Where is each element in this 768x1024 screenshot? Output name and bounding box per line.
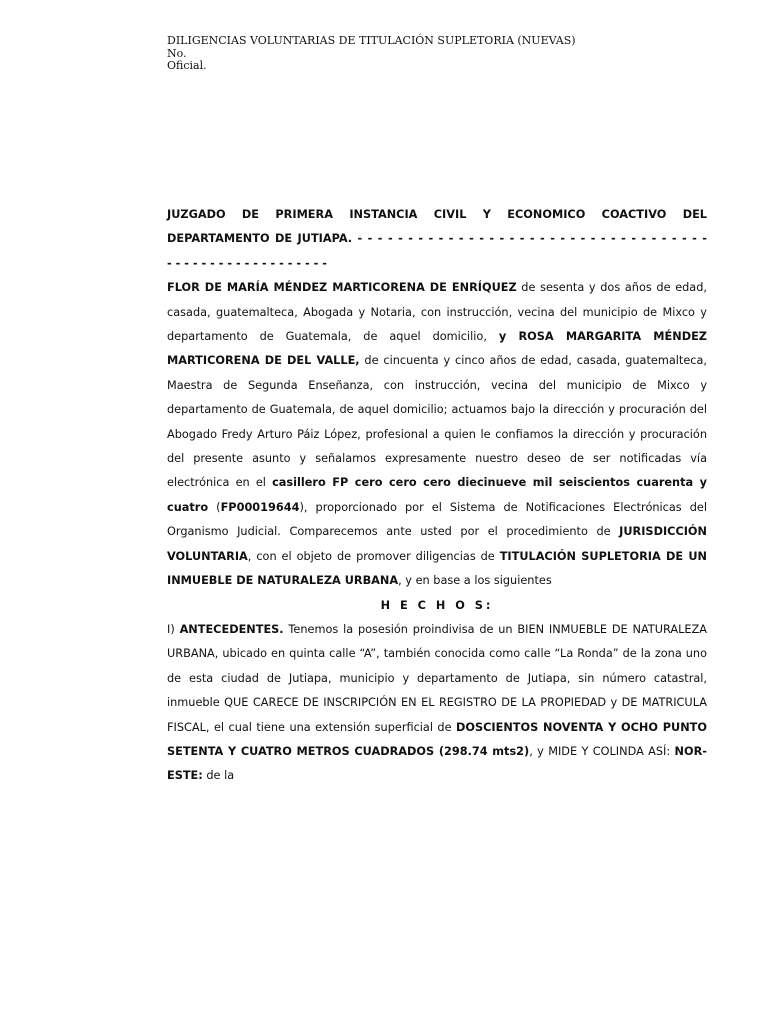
intro-text-1: de sesenta y dos años de edad, casada, guatemalteca, Abogada y Notaria, con instrucción, vecina del municipio de Mixco y departamento de Guatemala, de aquel domicilio, (167, 281, 707, 344)
nor-este-label: NOR-ESTE: (167, 744, 707, 783)
header-oficial: Oficial. (167, 59, 207, 72)
court-dashes-1: - - - - - - - - - - - - - - - - - - - - - - - - - - - - - - - - - - - (357, 232, 707, 246)
header-title: DILIGENCIAS VOLUNTARIAS DE TITULACIÓN SUPLETORIA (NUEVAS) (167, 34, 576, 47)
hechos-text-3: de la (202, 769, 235, 783)
hechos-text-1: Tenemos la posesión proindivisa de un BIEN INMUEBLE DE NATURALEZA URBANA, ubicado en quinta calle “A”, también conocida como calle “La Ronda” de la zona uno de esta ciudad de Jutiapa, municipio y departamento de Jutiapa, sin número catastral, inmueble QUE CARECE DE INSCRIPCIÓN EN EL REGISTRO DE LA PROPIEDAD y DE MATRICULA FISCAL, el cual tiene una extensión superficial de (167, 622, 707, 734)
header-number: No. (167, 46, 187, 60)
extension-text: DOSCIENTOS NOVENTA Y OCHO PUNTO SETENTA Y CUATRO METROS CUADRADOS (298.74 mts2) (167, 720, 707, 758)
hechos-number: I) (167, 622, 180, 636)
intro-text-4: , con el objeto de promover diligencias de (247, 549, 500, 563)
document-header (167, 35, 576, 73)
court-dashes-2: - - - - - - - - - - - - - - - - - - - (167, 256, 327, 270)
jurisdiccion-text: JURISDICCIÓN VOLUNTARIA (167, 525, 707, 563)
casillero-text: casillero FP cero cero cero diecinueve mil seiscientos cuarenta y cuatro (167, 476, 707, 514)
intro-text-3a: ( (208, 500, 221, 514)
court-address (167, 203, 707, 227)
court-address-2 (167, 227, 707, 251)
hechos-paragraph-1 (167, 618, 707, 789)
intro-text-3b: ), proporcionado por el Sistema de Notificaciones Electrónicas del Organismo Judicial. Comparecemos ante usted por el procedimiento de (167, 500, 708, 539)
fp-code: FP00019644 (220, 500, 300, 514)
petitioner-1-name: FLOR DE MARÍA MÉNDEZ MARTICORENA DE ENRÍQUEZ (167, 281, 517, 295)
court-line-1: JUZGADO DE PRIMERA INSTANCIA CIVIL Y ECONOMICO COACTIVO DEL (167, 208, 707, 221)
intro-text-2: de cincuenta y cinco años de edad, casada, guatemalteca, Maestra de Segunda Enseñanza, con instrucción, vecina del municipio de Mixco y departamento de Guatemala, de aquel domicilio; actuamos bajo la dirección y procuración del Abogado Fredy Arturo Páiz López, profesional a quien le confiamos la dirección y procuración del presente asunto y señalamos expresamente nuestro deseo de ser notificadas vía electrónica en el (167, 354, 707, 490)
court-line-2: DEPARTAMENTO DE JUTIAPA. (167, 232, 353, 246)
intro-text-5: , y en base a los siguientes (398, 574, 552, 588)
hechos-heading: H E C H O S: (380, 598, 494, 612)
petitioner-2-name: y ROSA MARGARITA MÉNDEZ MARTICORENA DE DEL VALLE, (167, 330, 708, 368)
intro-paragraph (167, 276, 707, 593)
document-body (167, 203, 707, 789)
hechos-text-2: , y MIDE Y COLINDA ASÍ: (529, 744, 675, 758)
titulacion-text: TITULACIÓN SUPLETORIA DE UN INMUEBLE DE NATURALEZA URBANA (167, 549, 707, 588)
antecedentes-label: ANTECEDENTES. (179, 622, 284, 636)
court-dashes-line (167, 252, 707, 276)
